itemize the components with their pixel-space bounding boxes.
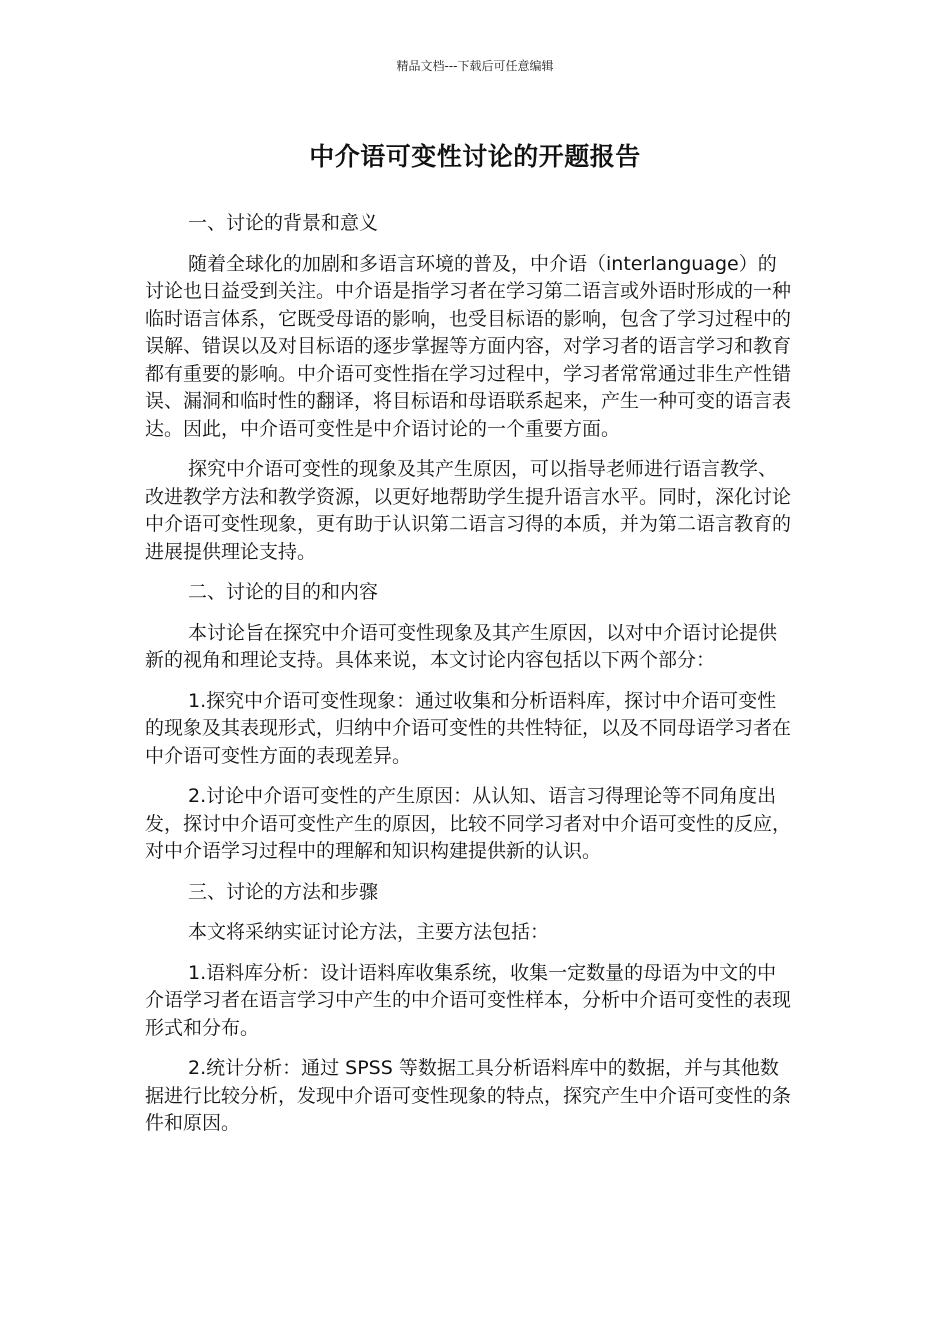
document-body — [145, 210, 795, 1151]
paragraph-purpose-item-1: 1.探究中介语可变性现象：通过收集和分析语料库，探讨中介语可变性的现象及其表现形式，归纳中介语可变性的共性特征，以及不同母语学习者在中介语可变性方面的表现差异。 — [145, 689, 792, 767]
page-header-note: 精品文档---下载后可任意编辑 — [396, 59, 554, 73]
paragraph-purpose-intro: 本讨论旨在探究中介语可变性现象及其产生原因，以对中介语讨论提供新的视角和理论支持。具体来说，本文讨论内容包括以下两个部分： — [145, 621, 778, 671]
section-heading-background: 一、讨论的背景和意义 — [188, 212, 379, 234]
paragraph-background-2: 探究中介语可变性的现象及其产生原因，可以指导老师进行语言教学、改进教学方法和教学资源，以更好地帮助学生提升语言水平。同时，深化讨论中介语可变性现象，更有助于认识第二语言习得的本质，并为第二语言教育的进展提供理论支持。 — [145, 458, 792, 563]
paragraph-methods-item-2: 2.统计分析：通过 SPSS 等数据工具分析语料库中的数据，并与其他数据进行比较分析，发现中介语可变性现象的特点，探究产生中介语可变性的条件和原因。 — [145, 1057, 792, 1134]
paragraph-methods-item-1: 1.语料库分析：设计语料库收集系统，收集一定数量的母语为中文的中介语学习者在语言学习中产生的中介语可变性样本，分析中介语可变性的表现形式和分布。 — [145, 961, 792, 1039]
paragraph-background-1: 随着全球化的加剧和多语言环境的普及，中介语（interlanguage）的讨论也日益受到关注。中介语是指学习者在学习第二语言或外语时形成的一种临时语言体系，它既受母语的影响，也受目标语的影响，包含了学习过程中的误解、错误以及对目标语的逐步掌握等方面内容，对学习者的语言学习和教育都有重要的影响。中介语可变性指在学习过程中，学习者常常通过非生产性错误、漏洞和临时性的翻译，将目标语和母语联系起来，产生一种可变的语言表达。因此，中介语可变性是中介语讨论的一个重要方面。 — [145, 252, 792, 440]
paragraph-methods-intro: 本文将采纳实证讨论方法，主要方法包括： — [188, 921, 550, 943]
section-heading-purpose: 二、讨论的目的和内容 — [188, 581, 379, 603]
document-title: 中介语可变性讨论的开题报告 — [309, 142, 641, 171]
section-heading-methods: 三、讨论的方法和步骤 — [188, 880, 379, 903]
paragraph-purpose-item-2: 2.讨论中介语可变性的产生原因：从认知、语言习得理论等不同角度出发，探讨中介语可变性产生的原因，比较不同学习者对中介语可变性的反应，对中介语学习过程中的理解和知识构建提供新的认识。 — [145, 785, 792, 862]
